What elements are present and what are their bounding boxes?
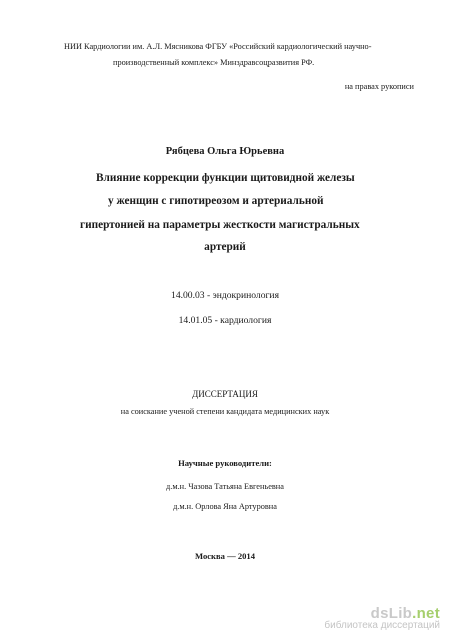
supervisor-1: д.м.н. Чазова Татьяна Евгеньевна [166,482,284,491]
title-line-3: гипертонией на параметры жесткости магистральных [80,219,360,231]
specialty-1: 14.00.03 - эндокринология [171,290,279,301]
title-line-1: Влияние коррекции функции щитовидной железы [96,172,355,184]
title-line-2: у женщин с гипотиреозом и артериальной [108,195,324,207]
title-line-4: артерий [204,241,246,253]
dslib-watermark[interactable] [324,605,440,631]
supervisor-2: д.м.н. Орлова Яна Артуровна [173,502,277,511]
specialty-2: 14.01.05 - кардиология [178,315,272,326]
author-name: Рябцева Ольга Юрьевна [165,146,285,157]
manuscript-note: на правах рукописи [344,82,414,91]
institution-line-2: производственный комплекс» Минздравсоцразвития РФ. [113,58,315,67]
logo-main: dsLib [370,605,413,622]
document-type: ДИССЕРТАЦИЯ [192,389,258,399]
watermark-subtitle: библиотека диссертаций [324,620,440,631]
logo-tld: .net [412,605,440,622]
institution-line-1: НИИ Кардиологии им. А.Л. Мясникова ФГБУ «Российский кардиологический научно- [64,42,372,51]
supervisors-heading: Научные руководители: [178,458,272,468]
degree-text: на соискание ученой степени кандидата медицинских наук [120,407,330,416]
city-year: Москва — 2014 [194,551,256,561]
